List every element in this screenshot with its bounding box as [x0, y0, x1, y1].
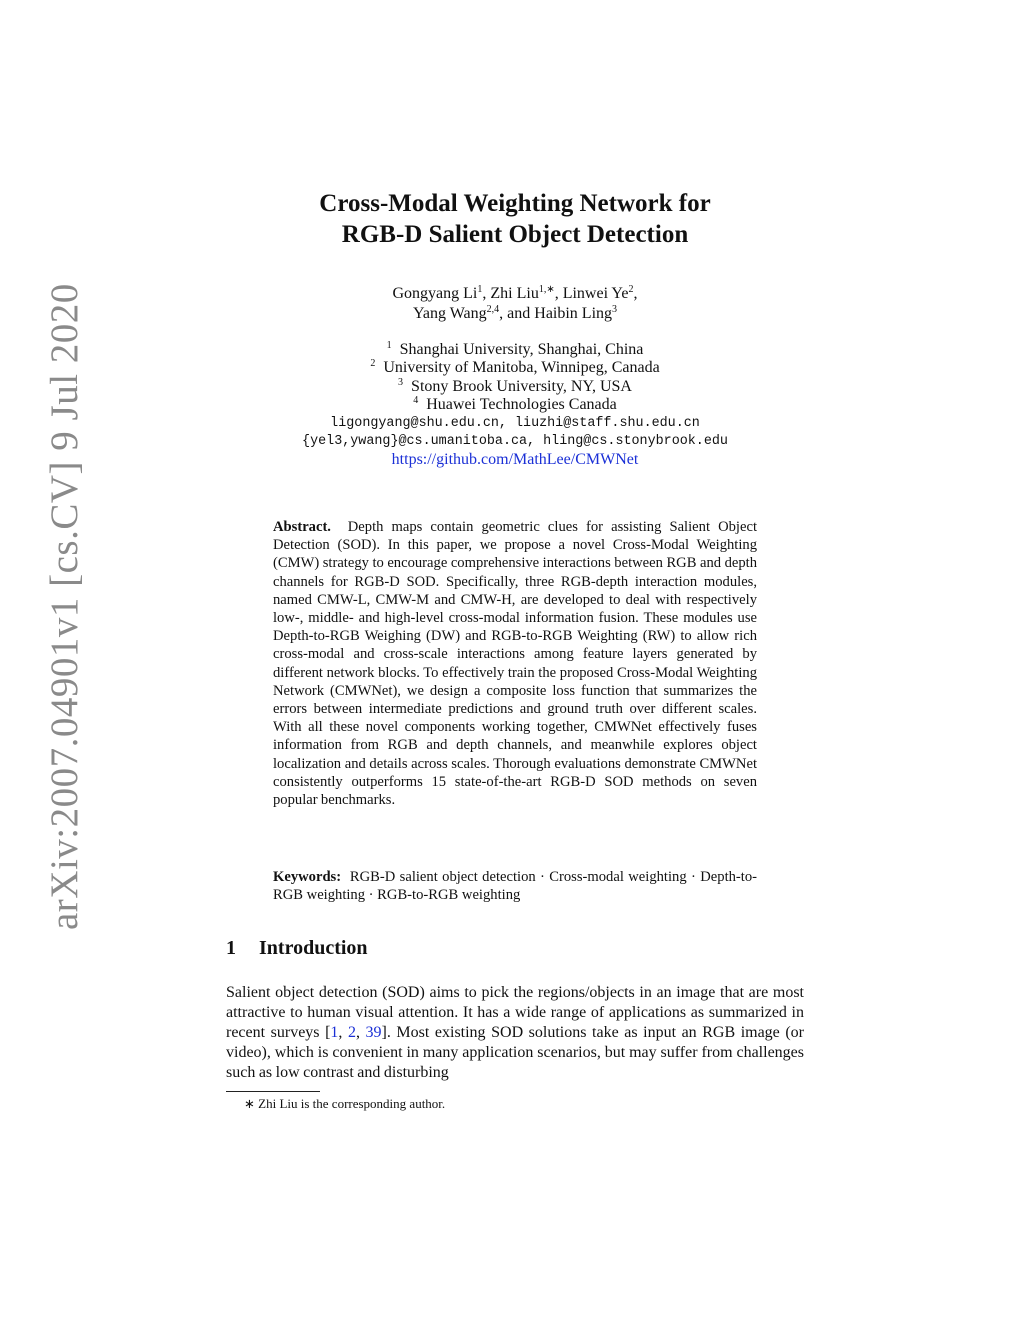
intro-text: ]. Most existing SOD solutions take as input an RGB image (or video), which is convenient in many application scenarios, but may suffer from challenges such as low contrast and disturbing — [226, 1024, 805, 1082]
author-affil-mark: 3 — [612, 304, 618, 315]
email-line: ligongyang@shu.edu.cn, liuzhi@staff.shu.edu.cn — [330, 415, 700, 431]
citation-separator: , — [338, 1024, 348, 1042]
affiliation-block — [215, 341, 815, 470]
footnote-rule — [226, 1091, 320, 1092]
citation-link[interactable]: 2 — [347, 1024, 356, 1042]
affiliation-text: Huawei Technologies Canada — [426, 396, 617, 414]
affiliation-line — [215, 341, 815, 359]
section-title: Introduction — [259, 937, 368, 959]
author-name: Gongyang Li — [392, 285, 478, 302]
intro-text: Salient object detection (SOD) aims to pick the regions/objects in an image that are most attractive to human visual attention. It has a wide range of applications as summarized in recent surveys [ — [226, 984, 804, 1042]
author-name: Yang Wang — [412, 305, 487, 322]
affiliation-number: 4 — [413, 395, 419, 407]
affiliation-text: Stony Brook University, NY, USA — [411, 377, 632, 395]
abstract-text: Depth maps contain geometric clues for assisting Salient Object Detection (SOD). In this paper, we propose a novel Cross-Modal Weighting (CMW) strategy to encourage comprehensive interactions between RGB and depth channels for RGB-D SOD. Specifically, three RGB-depth interaction modules, named CMW-L, CMW-M and CMW-H, are developed to deal with respectively low-, middle- and high-level cross-modal information fusion. These modules use Depth-to-RGB Weighing (DW) and RGB-to-RGB Weighting (RW) to allow rich cross-modal and cross-scale interactions among feature layers generated by different network blocks. To effectively train the proposed Cross-Modal Weighting Network (CMWNet), we design a composite loss function that summarizes the errors between intermediate predictions and ground truth over different scales. With all these novel components working together, CMWNet effectively fuses information from RGB and depth channels, and meanwhile explores object localization and details across scales. Thorough evaluations demonstrate CMWNet consistently outperforms 15 state-of-the-art RGB-D SOD methods on seven popular benchmarks. — [273, 519, 757, 809]
section-heading — [226, 937, 368, 960]
affiliation-text: Shanghai University, Shanghai, China — [399, 341, 644, 358]
affiliation-text: University of Manitoba, Winnipeg, Canada — [383, 359, 660, 377]
affiliation-line — [215, 359, 815, 377]
author-name: , Linwei Ye — [554, 285, 629, 302]
citation-link[interactable]: 1 — [330, 1024, 339, 1042]
author-separator: , — [633, 285, 638, 302]
author-name: , and Haibin Ling — [499, 305, 613, 322]
keywords-label: Keywords: — [273, 869, 342, 885]
footnote: ∗ Zhi Liu is the corresponding author. — [244, 1096, 446, 1111]
keywords-text: RGB-D salient object detection · Cross-modal weighting · Depth-to-RGB weighting · RGB-to-RGB weighting — [273, 869, 757, 904]
author-line — [215, 284, 815, 304]
author-name: , Zhi Liu — [482, 285, 539, 302]
author-list — [215, 284, 815, 324]
affiliation-number: 3 — [398, 376, 404, 388]
code-repository-link[interactable]: https://github.com/MathLee/CMWNet — [391, 451, 639, 469]
section-number: 1 — [226, 937, 236, 959]
citation-separator: , — [355, 1024, 366, 1042]
paper-title — [215, 188, 815, 250]
citation-link[interactable]: 39 — [365, 1024, 382, 1042]
author-affil-mark: 2 — [628, 284, 634, 295]
affiliation-number: 1 — [386, 340, 392, 351]
author-line — [215, 304, 815, 324]
affiliation-line — [215, 378, 815, 396]
abstract-label: Abstract. — [273, 519, 331, 535]
email-line: {yel3,ywang}@cs.umanitoba.ca, hling@cs.stonybrook.edu — [302, 434, 728, 450]
title-line: Cross-Modal Weighting Network for — [319, 190, 711, 217]
abstract — [273, 518, 757, 809]
title-line: RGB-D Salient Object Detection — [341, 221, 689, 248]
author-affil-mark: 1,∗ — [538, 284, 555, 295]
affiliation-line — [215, 396, 815, 414]
introduction-paragraph — [226, 983, 804, 1083]
arxiv-identifier-stamp: arXiv:2007.04901v1 [cs.CV] 9 Jul 2020 — [43, 283, 86, 930]
author-affil-mark: 2,4 — [486, 304, 500, 315]
affiliation-number: 2 — [370, 358, 376, 370]
author-affil-mark: 1 — [477, 284, 483, 295]
keywords — [273, 868, 757, 904]
